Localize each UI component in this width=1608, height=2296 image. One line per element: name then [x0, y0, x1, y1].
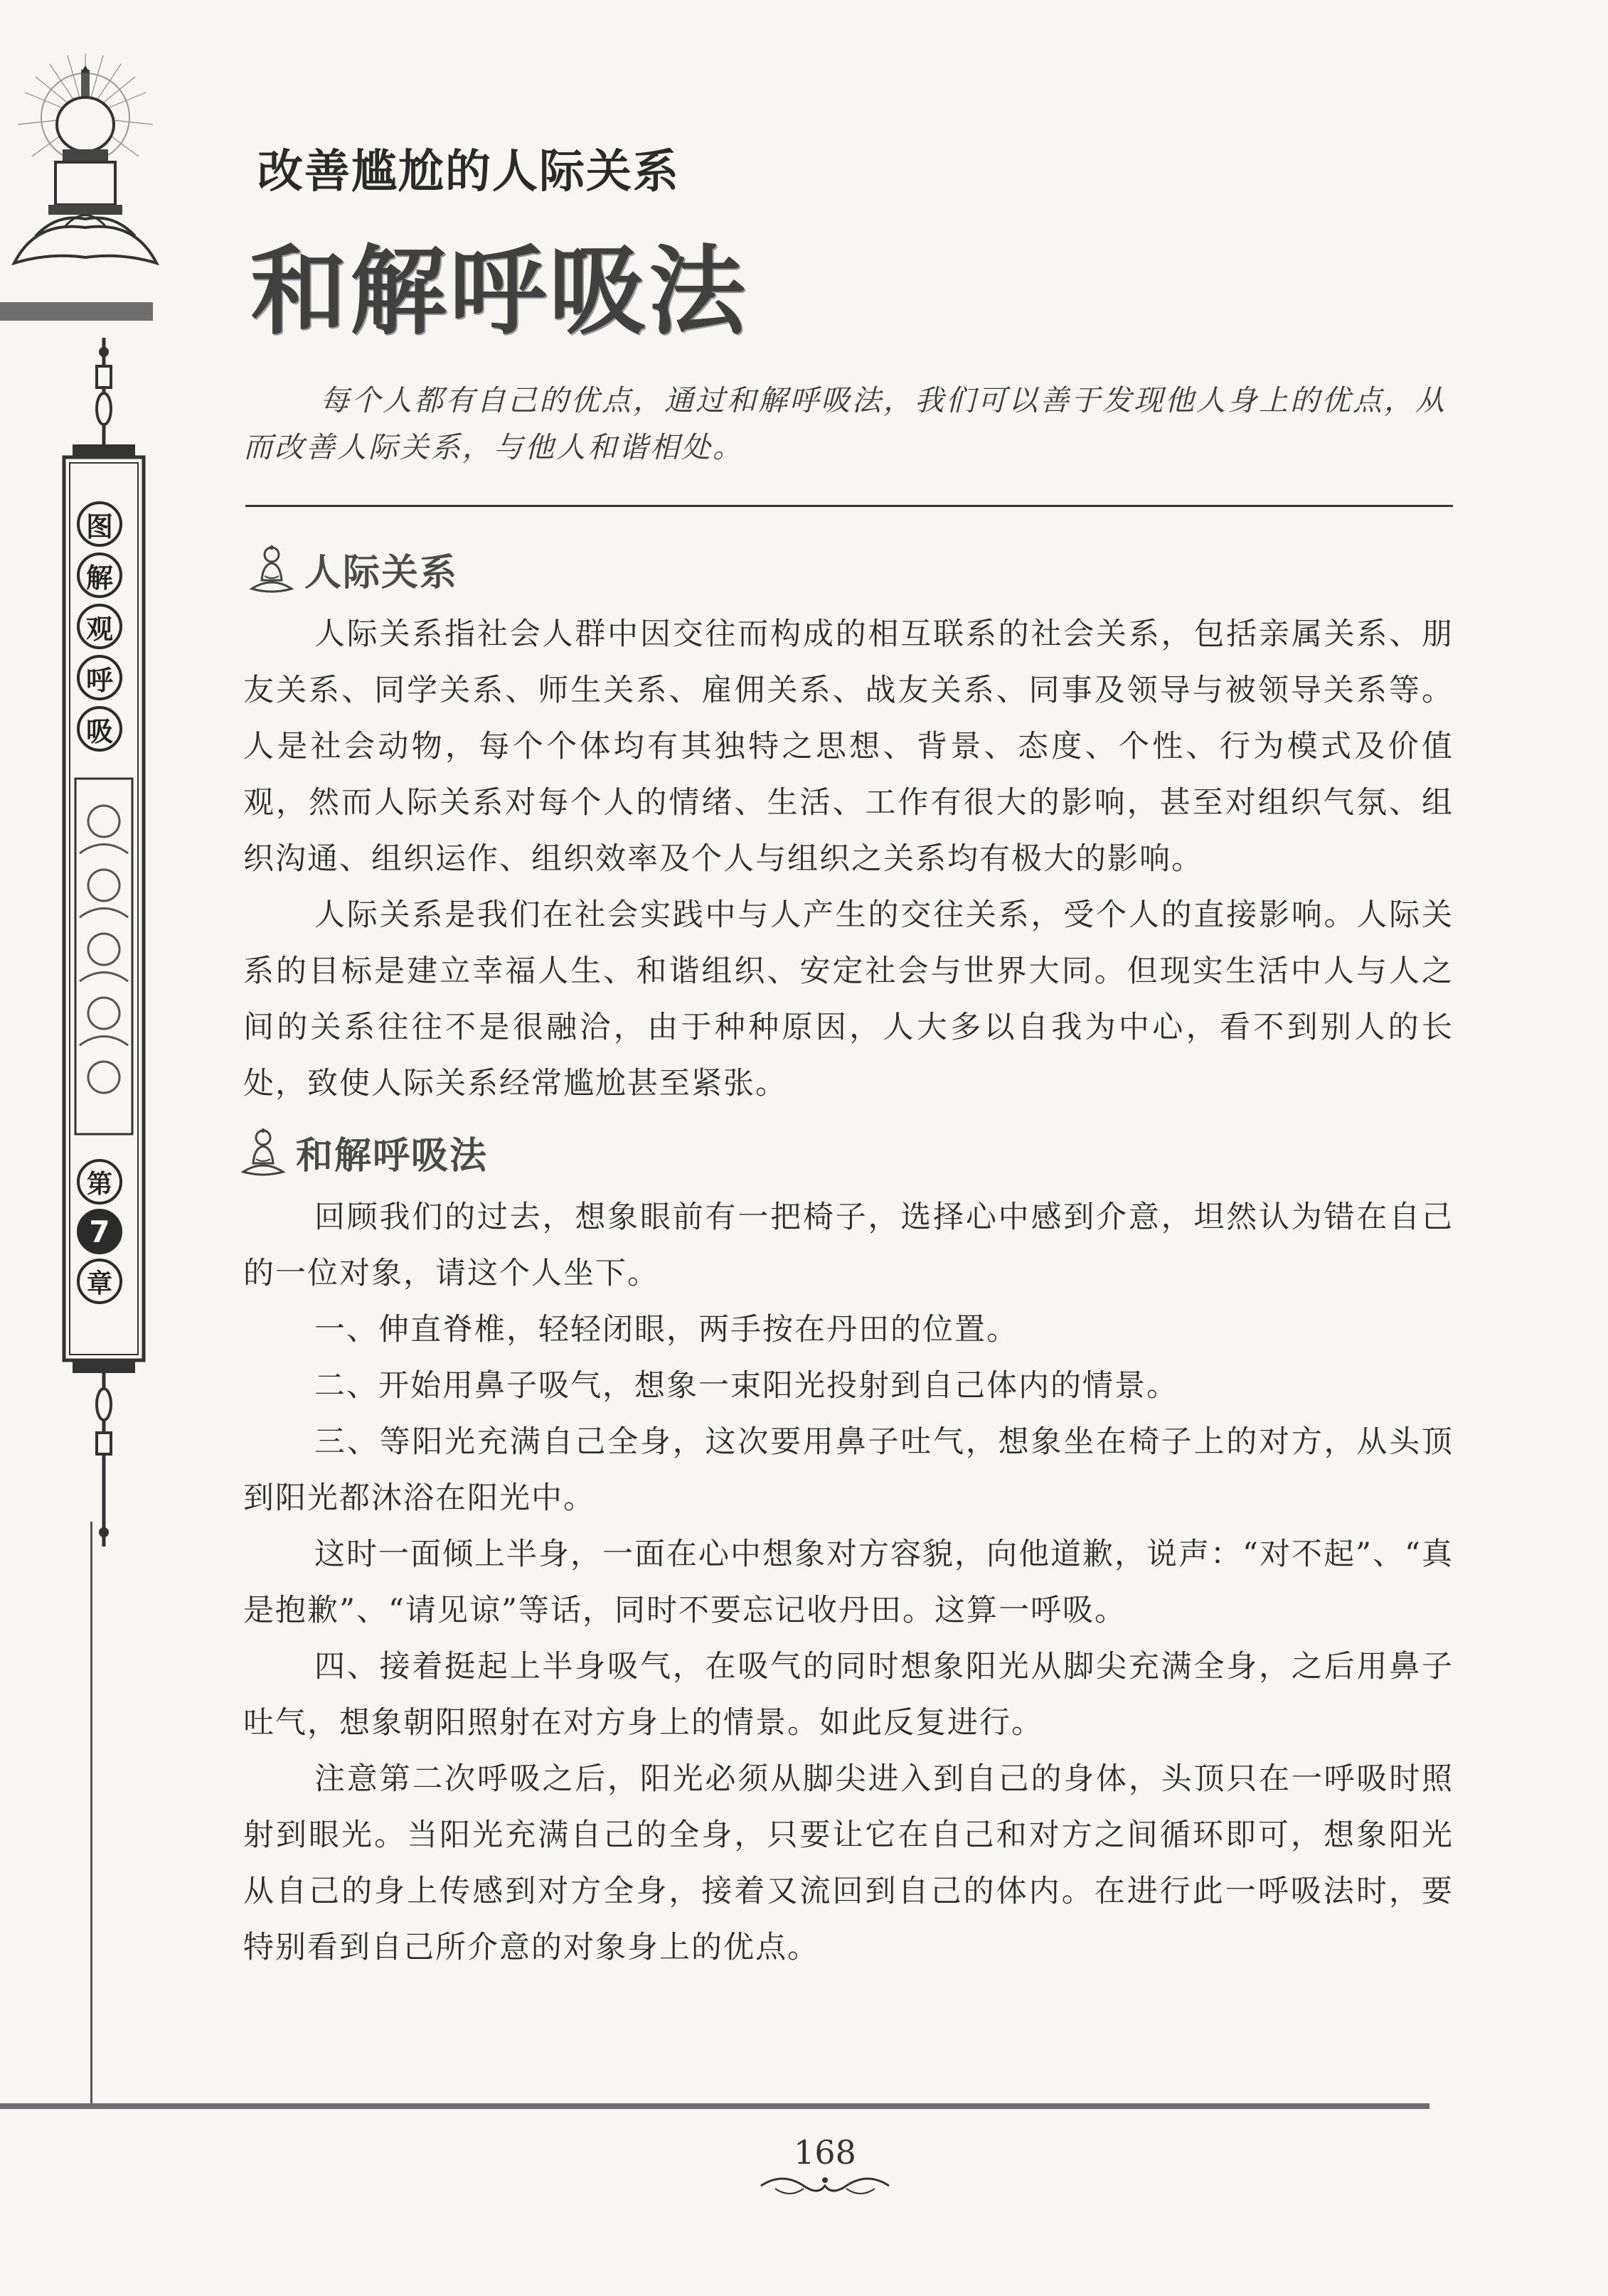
- page-number: 168: [794, 2133, 856, 2172]
- section-heading: [249, 543, 458, 596]
- page-title: 和解呼吸法: [250, 235, 748, 348]
- side-title-char: 图: [77, 501, 122, 547]
- chapter-marker: [77, 1159, 129, 1304]
- side-title-char: 呼: [77, 655, 122, 700]
- bottom-rule: [0, 2103, 1429, 2109]
- step-paragraph: 三、等阳光充满自己全身，这次要用鼻子吐气，想象坐在椅子上的对方，从头顶到阳光都沐浴在阳光中。: [243, 1424, 1454, 1516]
- body-paragraph: 回顾我们的过去，想象眼前有一把椅子，选择心中感到介意，坦然认为错在自己的一位对象，请这个人坐下。: [243, 1200, 1454, 1291]
- side-book-title: [77, 501, 129, 752]
- side-spine-line: [90, 1522, 92, 2105]
- section-heading-label: 和解呼吸法: [296, 1134, 489, 1178]
- side-title-char: 观: [77, 604, 122, 649]
- step-paragraph: 四、接着挺起上半身吸气，在吸气的同时想象阳光从脚尖充满全身，之后用鼻子吐气，想象朝阳照射在对方身上的情景。如此反复进行。: [243, 1649, 1454, 1741]
- section-heading: [240, 1126, 488, 1179]
- stupa-lotus-icon: [7, 50, 164, 284]
- chapter-marker-char: 章: [77, 1259, 122, 1304]
- chapter-number: 7: [77, 1209, 122, 1254]
- intro-divider: [245, 505, 1453, 507]
- side-title-char: 吸: [77, 706, 122, 752]
- top-left-rule: [0, 302, 153, 321]
- intro-paragraph: 每个人都有自己的优点，通过和解呼吸法，我们可以善于发现他人身上的优点，从而改善人际关系，与他人和谐相处。: [243, 383, 1447, 464]
- body-paragraph: 这时一面倾上半身，一面在心中想象对方容貌，向他道歉，说声：“对不起”、“真是抱歉”、“请见谅”等话，同时不要忘记收丹田。这算一呼吸。: [243, 1537, 1454, 1628]
- meditating-buddha-icon: [249, 545, 294, 594]
- section-heading-label: 人际关系: [304, 551, 459, 594]
- body-paragraph: 注意第二次呼吸之后，阳光必须从脚尖进入到自己的身体，头顶只在一呼吸时照射到眼光。当阳光充满自己的全身，只要让它在自己和对方之间循环即可，想象阳光从自己的身上传感到对方全身，接着又流回到自己的体内。在进行此一呼吸法时，要特别看到自己所介意的对象身上的优点。: [243, 1761, 1454, 1965]
- side-title-char: 解: [77, 552, 122, 598]
- step-paragraph: 一、伸直脊椎，轻轻闭眼，两手按在丹田的位置。: [314, 1312, 1018, 1347]
- body-paragraph: 人际关系指社会人群中因交往而构成的相互联系的社会关系，包括亲属关系、朋友关系、同学关系、师生关系、雇佣关系、战友关系、同事及领导与被领导关系等。人是社会动物，每个个体均有其独特之思想、背景、态度、个性、行为模式及价值观，然而人际关系对每个人的情绪、生活、工作有很大的影响，甚至对组织气氛、组织沟通、组织运作、组织效率及个人与组织之关系均有极大的影响。: [243, 616, 1454, 877]
- flourish-icon: [754, 2170, 896, 2201]
- body-paragraph: 人际关系是我们在社会实践中与人产生的交往关系，受个人的直接影响。人际关系的目标是建立幸福人生、和谐组织、安定社会与世界大同。但现实生活中人与人之间的关系往往不是很融洽，由于种种原因，人大多以自我为中心，看不到别人的长处，致使人际关系经常尴尬甚至紧张。: [243, 897, 1454, 1101]
- chapter-marker-char: 第: [77, 1159, 122, 1205]
- page-subtitle: 改善尴尬的人际关系: [257, 146, 680, 198]
- meditating-buddha-icon: [240, 1128, 286, 1178]
- step-paragraph: 二、开始用鼻子吸气，想象一束阳光投射到自己体内的情景。: [314, 1368, 1178, 1404]
